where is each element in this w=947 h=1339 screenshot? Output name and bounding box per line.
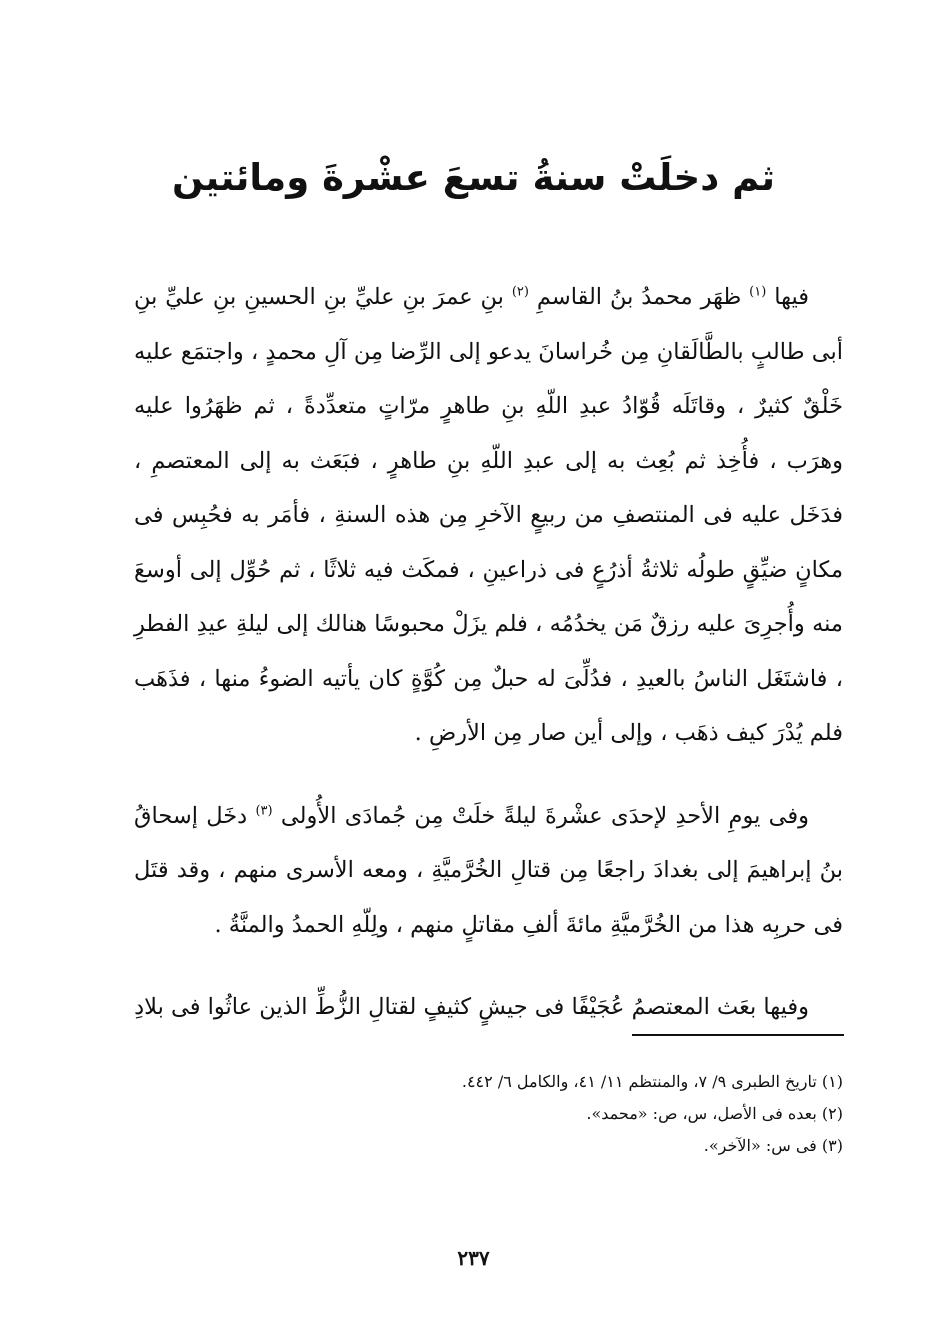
footnote: (٢) بعده فى الأصل، س، ص: «محمد». [586, 1104, 843, 1123]
paragraph-text: وفيها بعَث المعتصمُ عُجَيْفًا فى جيشٍ كثيفٍ لقتالِ الزُّطِّ الذين عاثُوا فى بلادِ [134, 994, 809, 1020]
footnote: (١) تاريخ الطبرى ٩/ ٧، والمنتظم ١١/ ٤١، والكامل ٦/ ٤٤٢. [461, 1072, 843, 1091]
page-number: ٢٣٧ [457, 1246, 490, 1270]
footnote-reference: (١) [749, 284, 767, 300]
paragraph-text: فيها [766, 284, 809, 310]
paragraph [134, 270, 843, 761]
paragraph-text: دخَل إسحاقُ بنُ إبراهيمَ إلى بغدادَ راجعًا مِن قتالِ الخُرَّميَّةِ ، ومعه الأسرى منهم ، وقد قتَل فى حربِه هذا من الخُرَّميَّةِ مائةَ ألفِ مقاتلٍ منهم ، ولِلّهِ الحمدُ والمنَّةُ . [134, 802, 843, 938]
footnote-reference: (٣) [255, 803, 273, 818]
paragraph-text: وفى يومِ الأحدِ لإحدَى عشْرةَ ليلةً خلَتْ مِن جُمادَى الأُولى [272, 802, 809, 829]
footnote-separator [632, 1034, 844, 1036]
footnote: (٣) فى س: «الآخر». [703, 1136, 843, 1155]
paragraph-text: ظهَر محمدُ بنُ القاسمِ [528, 284, 750, 310]
chapter-title: ثم دخلَتْ سنةُ تسعَ عشْرةَ ومائتين [172, 156, 775, 199]
footnote-reference: (٢) [511, 284, 529, 300]
paragraph [134, 980, 843, 1035]
footnotes [134, 1066, 843, 1162]
paragraph [134, 789, 843, 953]
paragraph-text: بنِ عمرَ بنِ عليِّ بنِ الحسينِ بنِ عليِّ بنِ أبى طالبٍ بالطَّالَقانِ مِن خُراسانَ يدعو إلى الرِّضا مِن آلِ محمدٍ ، واجتمَع عليه خَلْقٌ كثيرٌ ، وقاتَلَه قُوّادُ عبدِ اللّهِ بنِ طاهرٍ مرّاتٍ متعدِّدةً ، ثم ظهَرُوا عليه وهرَب ، فأُخِذ ثم بُعِث به إلى عبدِ اللّهِ بنِ طاهرٍ ، فبَعَث به إلى المعتصمِ ، فدَخَل عليه فى المنتصفِ من ربيعٍ الآخرِ مِن هذه السنةِ ، فأمَر به فحُبِس فى مكانٍ ضيِّقٍ طولُه ثلاثةُ أذرُعٍ فى ذراعينِ ، فمكَث فيه ثلاثًا ، ثم حُوِّل إلى أوسعَ منه وأُجرِىَ عليه رزقٌ مَن يخدُمُه ، فلم يزَلْ محبوسًا هنالك إلى ليلةِ عيدِ الفطرِ ، فاشتَغَل الناسُ بالعيدِ ، فدُلِّىَ له حبلٌ مِن كُوَّةٍ كان يأتيه الضوءُ منها ، فذَهَب فلم يُدْرَ كيف ذهَب ، وإلى أين صار مِن الأرضِ . [134, 284, 843, 746]
body-text [134, 270, 843, 1035]
